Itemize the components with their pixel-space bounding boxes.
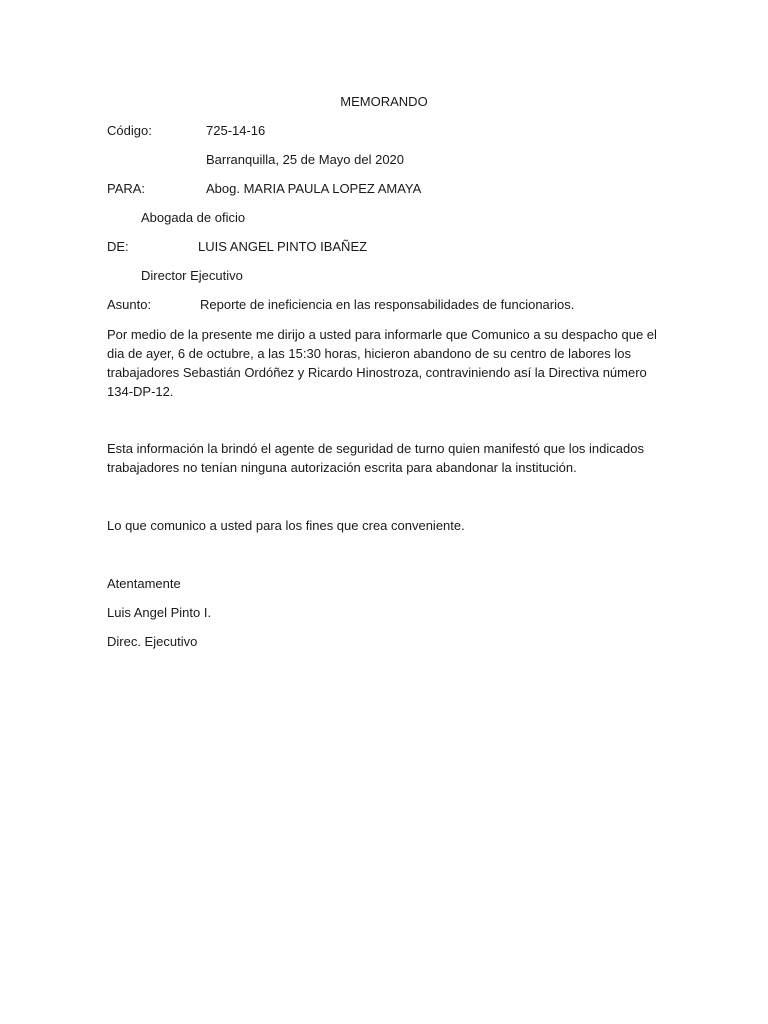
para-role: Abogada de oficio — [141, 210, 246, 225]
de-label: DE: — [107, 239, 129, 254]
memo-title: MEMORANDO — [340, 94, 428, 109]
closing: Atentamente — [107, 576, 181, 591]
body-paragraph: Esta información la brindó el agente de seguridad de turno quien manifestó que los indicados trabajadores no tenían ninguna autorización escrita para abandonar la institución. — [107, 441, 644, 475]
signature-role: Direc. Ejecutivo — [107, 634, 198, 649]
body-paragraph: Por medio de la presente me dirijo a usted para informarle que Comunico a su despacho que el dia de ayer, 6 de octubre, a las 15:30 horas, hicieron abandono de su centro de labores los trabajadores Sebastián Ordóñez y Ricardo Hinostroza, contraviniendo así la Directiva número 134-DP-12. — [107, 327, 657, 399]
para-label: PARA: — [107, 181, 146, 196]
de-name: LUIS ANGEL PINTO IBAÑEZ — [198, 239, 368, 254]
codigo-label: Código: — [107, 123, 152, 138]
asunto-value: Reporte de ineficiencia en las responsabilidades de funcionarios. — [200, 297, 575, 312]
para-name: Abog. MARIA PAULA LOPEZ AMAYA — [206, 181, 422, 196]
asunto-label: Asunto: — [107, 297, 152, 312]
signature-name: Luis Angel Pinto I. — [107, 605, 212, 620]
body-paragraph: Lo que comunico a usted para los fines que crea conveniente. — [107, 518, 465, 533]
codigo-value: 725-14-16 — [206, 123, 266, 138]
memo-date: Barranquilla, 25 de Mayo del 2020 — [206, 152, 405, 167]
de-role: Director Ejecutivo — [141, 268, 243, 283]
